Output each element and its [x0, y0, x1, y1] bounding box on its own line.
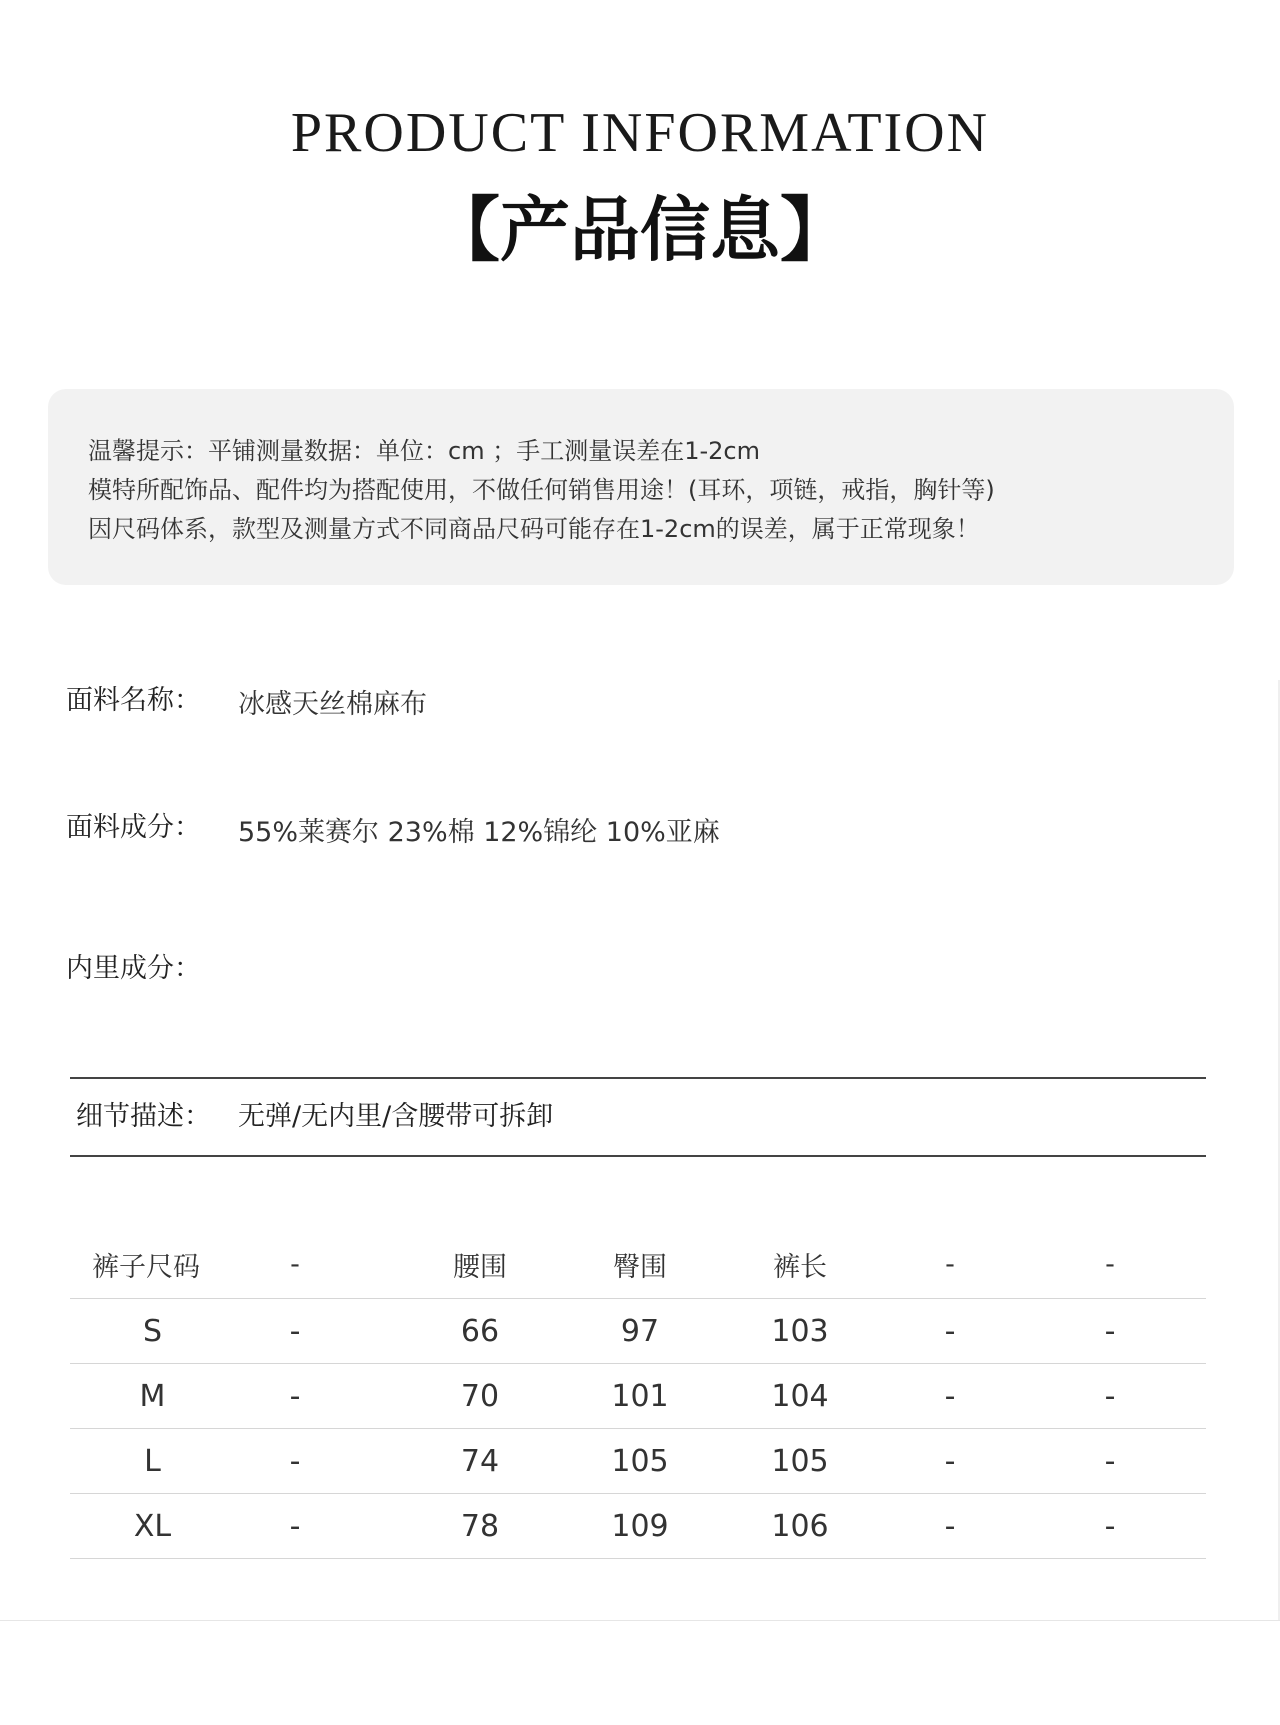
table-cell: -	[289, 1443, 301, 1479]
table-cell: -	[289, 1378, 301, 1414]
header-cell-hip: 臀围	[613, 1251, 667, 1283]
hip-cell: 109	[611, 1508, 669, 1544]
divider-top	[70, 1077, 1206, 1079]
notice-line: 温馨提示：平铺测量数据：单位：cm ；手工测量误差在1-2cm	[88, 437, 760, 465]
hip-cell: 97	[620, 1313, 660, 1349]
lining-composition-label: 内里成分：	[66, 953, 201, 984]
fabric-name-label: 面料名称：	[66, 685, 201, 716]
page-title-chinese: 【产品信息】	[430, 189, 850, 271]
header-cell-size: 裤子尺码	[92, 1251, 200, 1283]
notice-box	[48, 389, 1234, 585]
page-bottom-divider	[0, 1620, 1280, 1621]
table-cell: -	[1104, 1508, 1116, 1544]
waist-cell: 70	[460, 1378, 500, 1414]
table-cell: -	[944, 1313, 956, 1349]
waist-cell: 66	[460, 1313, 500, 1349]
table-cell: -	[944, 1378, 956, 1414]
table-cell: -	[944, 1508, 956, 1544]
header-cell-length: 裤长	[773, 1251, 827, 1283]
table-row	[70, 1299, 1206, 1364]
size-cell: L	[144, 1443, 161, 1479]
fabric-composition-value: 55%莱赛尔 23%棉 12%锦纶 10%亚麻	[238, 817, 720, 848]
table-cell: -	[289, 1508, 301, 1544]
header-cell-waist: 腰围	[453, 1251, 507, 1283]
fabric-composition-label: 面料成分：	[66, 812, 201, 843]
divider-bottom	[70, 1155, 1206, 1157]
length-cell: 105	[771, 1443, 829, 1479]
table-row	[70, 1364, 1206, 1429]
table-cell: -	[1104, 1443, 1116, 1479]
waist-cell: 78	[460, 1508, 500, 1544]
table-cell: -	[944, 1443, 956, 1479]
notice-line: 因尺码体系，款型及测量方式不同商品尺码可能存在1-2cm的误差，属于正常现象！	[88, 515, 980, 543]
length-cell: 103	[771, 1313, 829, 1349]
hip-cell: 101	[611, 1378, 669, 1414]
size-cell: S	[142, 1313, 163, 1349]
table-cell: -	[289, 1313, 301, 1349]
size-table	[70, 1230, 1206, 1559]
page-title-english: PRODUCT INFORMATION	[290, 102, 990, 164]
length-cell: 104	[771, 1378, 829, 1414]
table-cell: -	[1104, 1378, 1116, 1414]
hip-cell: 105	[611, 1443, 669, 1479]
header-cell-empty: -	[290, 1248, 300, 1280]
notice-line: 模特所配饰品、配件均为搭配使用，不做任何销售用途！(耳环，项链，戒指，胸针等)	[88, 476, 995, 504]
table-row	[70, 1429, 1206, 1494]
table-row	[70, 1494, 1206, 1559]
waist-cell: 74	[460, 1443, 500, 1479]
detail-description-value: 无弹/无内里/含腰带可拆卸	[238, 1101, 554, 1132]
header-cell-empty: -	[945, 1248, 955, 1280]
fabric-name-value: 冰感天丝棉麻布	[238, 689, 427, 720]
table-cell: -	[1104, 1313, 1116, 1349]
detail-description-label: 细节描述：	[76, 1101, 211, 1132]
size-table-header-row	[70, 1230, 1206, 1299]
size-cell: XL	[133, 1508, 172, 1544]
header-cell-empty: -	[1105, 1248, 1115, 1280]
length-cell: 106	[771, 1508, 829, 1544]
size-cell: M	[139, 1378, 166, 1414]
